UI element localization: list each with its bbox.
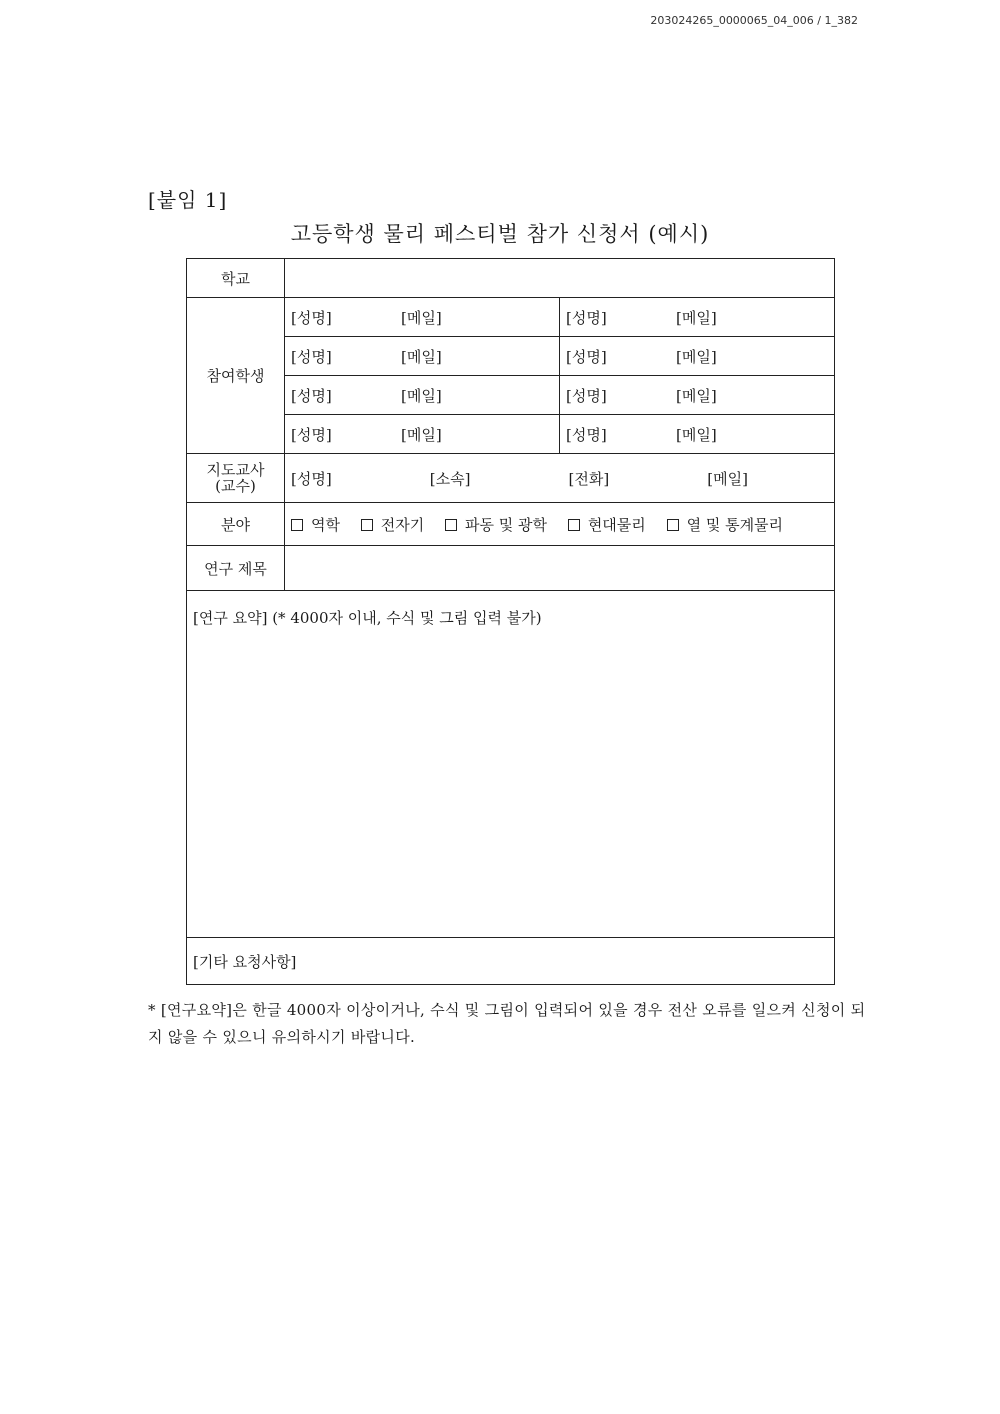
field-option-label: 역학 [311,515,340,534]
field-option[interactable] [568,516,654,534]
school-label: 학교 [187,259,285,298]
student-email-label: [메일] [401,386,442,405]
student-name-label: [성명] [566,347,607,366]
advisor-phone-label: [전화] [568,469,610,488]
student-email-label: [메일] [401,425,442,444]
student-cell[interactable] [560,337,835,376]
advisor-name-label: [성명] [291,469,332,488]
student-name-label: [성명] [566,308,607,327]
field-option-label: 열 및 통계물리 [686,515,784,534]
student-cell[interactable] [285,337,560,376]
student-name-label: [성명] [291,386,332,405]
field-option[interactable] [361,516,432,534]
student-cell[interactable] [285,376,560,415]
student-cell[interactable] [285,415,560,454]
advisor-affiliation-label: [소속] [429,469,471,488]
advisor-cell[interactable] [285,454,835,503]
checkbox-icon [361,519,373,531]
page-title: 고등학생 물리 페스티벌 참가 신청서 (예시) [290,222,710,246]
other-requests-area[interactable] [187,938,835,985]
checkbox-icon [445,519,457,531]
document-id: 203024265_0000065_04_006 / 1_382 [650,14,858,27]
school-input[interactable] [285,259,835,298]
research-summary-area[interactable] [187,591,835,938]
student-cell[interactable] [285,298,560,337]
field-option-label: 현대물리 [587,515,646,534]
field-label: 분야 [187,503,285,546]
students-label: 참여학생 [187,298,285,454]
field-option[interactable] [667,516,791,534]
student-email-label: [메일] [676,386,717,405]
research-summary-label: [연구 요약] (* 4000자 이내, 수식 및 그림 입력 불가) [193,609,542,627]
advisor-label: 지도교사 (교수) [187,454,285,503]
field-options [285,503,835,546]
checkbox-icon [667,519,679,531]
student-cell[interactable] [560,415,835,454]
checkbox-icon [568,519,580,531]
application-form [186,258,835,985]
student-email-label: [메일] [676,347,717,366]
checkbox-icon [291,519,303,531]
student-cell[interactable] [560,376,835,415]
student-email-label: [메일] [676,308,717,327]
field-option[interactable] [445,516,555,534]
advisor-email-label: [메일] [707,469,748,488]
research-title-input[interactable] [285,546,835,591]
field-option-label: 파동 및 광학 [465,515,548,534]
student-email-label: [메일] [401,347,442,366]
footnote: * [연구요약]은 한글 4000자 이상이거나, 수식 및 그림이 입력되어 있을 경우 전산 오류를 일으켜 신청이 되지 않을 수 있으니 유의하시기 바랍니다. [148,1001,866,1046]
student-name-label: [성명] [566,425,607,444]
student-cell[interactable] [560,298,835,337]
attachment-label: [붙임 1] [148,188,228,212]
student-name-label: [성명] [566,386,607,405]
research-title-label: 연구 제목 [187,546,285,591]
other-requests-label: [기타 요청사항] [193,952,297,971]
student-email-label: [메일] [401,308,442,327]
field-option[interactable] [291,516,348,534]
student-name-label: [성명] [291,425,332,444]
student-name-label: [성명] [291,308,332,327]
student-name-label: [성명] [291,347,332,366]
field-option-label: 전자기 [380,515,425,534]
student-email-label: [메일] [676,425,717,444]
